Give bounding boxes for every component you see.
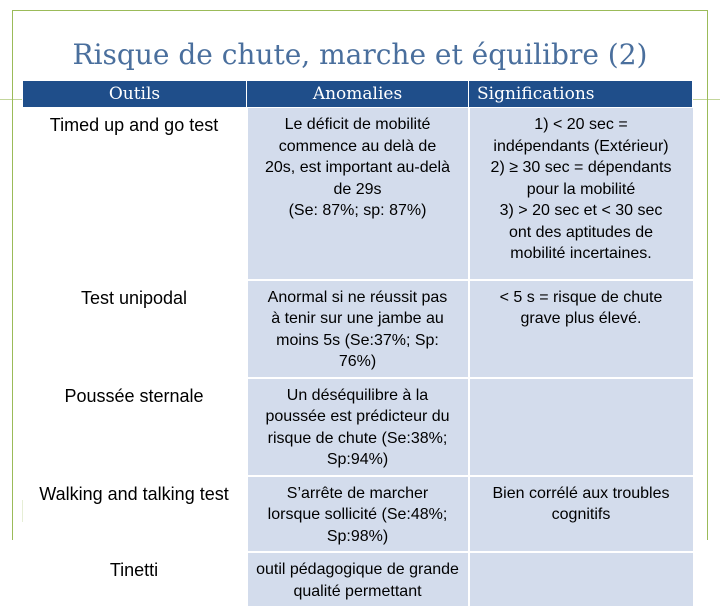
meaning-cell: [469, 552, 693, 607]
anomaly-line: Sp:94%): [326, 451, 389, 468]
frame-right-line: [707, 10, 708, 540]
table-row: [23, 476, 693, 553]
anomaly-line: poussée est prédicteur du: [265, 408, 450, 425]
anomaly-line: risque de chute (Se:38%;: [267, 429, 448, 447]
meaning-line: 2) ≥ 30 sec = dépendants: [490, 159, 672, 176]
assessment-table: [22, 80, 693, 608]
table-row: [23, 108, 693, 280]
meaning-line: 1) < 20 sec =: [534, 116, 628, 133]
anomaly-line: 76%): [338, 353, 377, 370]
anomaly-line: lorsque sollicité (Se:48%;: [267, 506, 448, 523]
meaning-cell: [469, 108, 693, 280]
meaning-line: < 5 s = risque de chute: [499, 288, 663, 306]
anomaly-line: à tenir sur une jambe au: [271, 310, 444, 327]
tool-cell: Tinetti: [23, 552, 247, 607]
tool-cell: Poussée sternale: [23, 378, 247, 476]
anomaly-line: Le déficit de mobilité: [284, 116, 431, 133]
meaning-line: mobilité incertaines.: [510, 245, 652, 262]
anomaly-line: S’arrête de marcher: [286, 484, 429, 502]
anomaly-cell: [247, 280, 469, 378]
anomaly-cell: [247, 552, 469, 607]
meaning-cell: [469, 280, 693, 378]
meaning-line: cognitifs: [551, 506, 611, 523]
tool-cell: Test unipodal: [23, 280, 247, 378]
tool-cell: Walking and talking test: [23, 476, 247, 553]
anomaly-line: Un déséquilibre à la: [286, 386, 429, 404]
header-outils: Outils: [23, 81, 247, 108]
table-row: [23, 280, 693, 378]
table-row: [23, 552, 693, 607]
meaning-line: 3) > 20 sec et < 30 sec: [499, 202, 663, 219]
table-header-row: [23, 81, 693, 108]
meaning-line: grave plus élevé.: [520, 310, 642, 327]
anomaly-line: commence au delà de: [278, 137, 437, 155]
anomaly-line: Anormal si ne réussit pas: [267, 288, 448, 306]
meaning-line: ont des aptitudes de: [508, 223, 654, 241]
tool-cell: Timed up and go test: [23, 108, 247, 280]
anomaly-cell: [247, 108, 469, 280]
anomaly-line: de 29s: [333, 180, 382, 198]
slide-title: Risque de chute, marche et équilibre (2): [72, 38, 648, 71]
anomaly-line: 20s, est important au-delà: [265, 159, 450, 176]
anomaly-line: outil pédagogique de grande qualité permettant: [256, 561, 459, 600]
anomaly-line: (Se: 87%; sp: 87%): [288, 202, 427, 219]
anomaly-cell: [247, 476, 469, 553]
header-anomalies: Anomalies: [247, 81, 469, 108]
meaning-line: indépendants (Extérieur): [493, 137, 669, 155]
anomaly-line: moins 5s (Se:37%; Sp:: [276, 331, 439, 349]
table-row: [23, 378, 693, 476]
meaning-cell: [469, 378, 693, 476]
meaning-cell: [469, 476, 693, 553]
frame-left-line: [12, 10, 13, 540]
header-significations: Significations: [469, 81, 693, 108]
anomaly-line: Sp:98%): [326, 527, 389, 545]
meaning-line: pour la mobilité: [526, 180, 636, 198]
anomaly-cell: [247, 378, 469, 476]
meaning-line: Bien corrélé aux troubles: [492, 484, 670, 502]
frame-top-line: [12, 10, 708, 11]
